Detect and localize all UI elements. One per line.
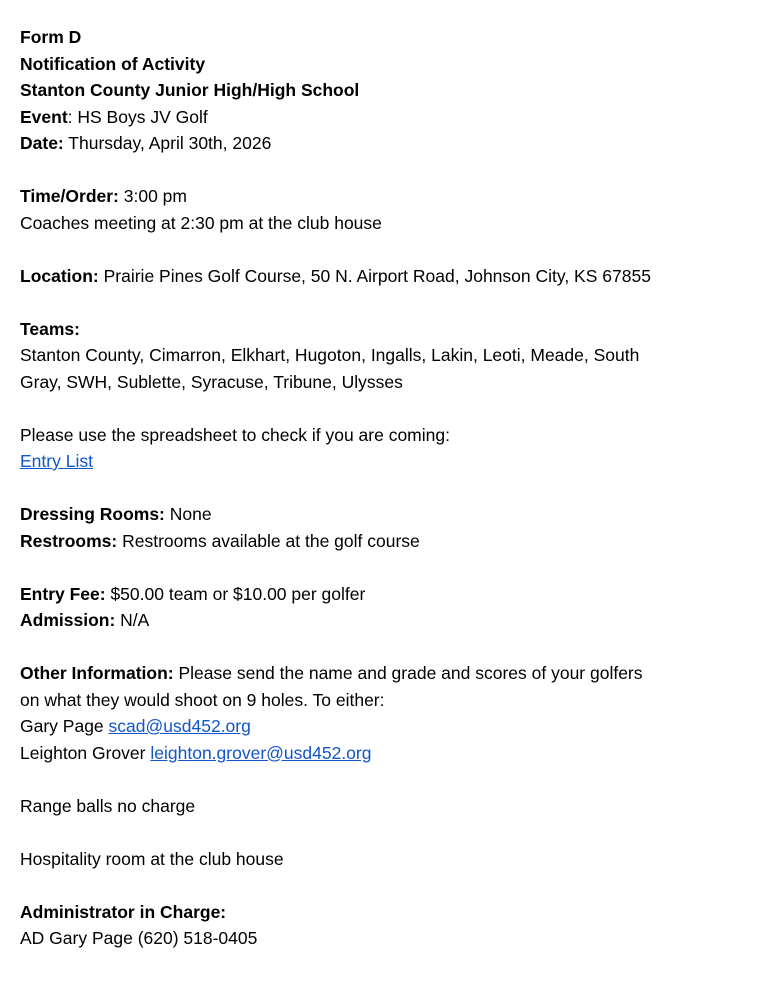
dressing-rooms-value: None [164, 504, 212, 524]
date-label: Date: [20, 133, 64, 153]
range-balls-text: Range balls no charge [20, 795, 196, 816]
date-value: Thursday, April 30th, 2026 [63, 133, 272, 153]
teams-label: Teams: [20, 318, 80, 339]
time-order-section [20, 183, 764, 236]
admission-line [20, 607, 764, 634]
contact-name: Gary Page [20, 716, 104, 736]
entry-list-prompt: Please use the spreadsheet to check if you are coming: [20, 424, 450, 445]
other-information-text-1: Please send the name and grade and scores of your golfers [173, 663, 643, 683]
other-information-line-2: on what they would shoot on 9 holes. To either: [20, 689, 385, 710]
contact-email-link[interactable]: scad@usd452.org [108, 716, 251, 736]
facilities-section [20, 501, 764, 554]
contact-line [20, 713, 764, 740]
document-header [20, 24, 764, 157]
doc-title: Notification of Activity [20, 53, 206, 74]
entry-fee-value: $50.00 team or $10.00 per golfer [105, 583, 366, 604]
other-information-line-1 [20, 660, 764, 687]
administrator-value: AD Gary Page (620) 518-0405 [20, 928, 258, 948]
hospitality-note [20, 846, 764, 873]
school-name: Stanton County Junior High/High School [20, 80, 360, 100]
fees-section [20, 581, 764, 634]
event-value: : HS Boys JV Golf [67, 106, 208, 127]
form-name: Form D [20, 27, 82, 47]
location-line [20, 263, 764, 290]
admission-label: Admission: [20, 610, 116, 630]
event-label: Event [20, 106, 68, 127]
entry-list-section [20, 422, 764, 475]
teams-list-line-2: Gray, SWH, Sublette, Syracuse, Tribune, Ulysses [20, 371, 403, 392]
location-label: Location: [20, 265, 99, 286]
contact-name: Leighton Grover [20, 742, 146, 763]
dressing-rooms-label: Dressing Rooms: [20, 504, 165, 524]
time-order-line [20, 183, 764, 210]
entry-list-link[interactable]: Entry List [20, 451, 93, 471]
other-information-label: Other Information: [20, 663, 174, 683]
location-value: Prairie Pines Golf Course, 50 N. Airport Road, Johnson City, KS 67855 [98, 265, 651, 286]
teams-section [20, 316, 764, 396]
contact-email-link[interactable]: leighton.grover@usd452.org [150, 742, 372, 763]
hospitality-text: Hospitality room at the club house [20, 848, 284, 869]
contact-line [20, 740, 764, 767]
entry-fee-label: Entry Fee: [20, 583, 106, 604]
admission-value: N/A [115, 610, 150, 630]
range-balls-note [20, 793, 764, 820]
other-information-section [20, 660, 764, 766]
teams-list-line-1: Stanton County, Cimarron, Elkhart, Hugoton, Ingalls, Lakin, Leoti, Meade, South [20, 345, 640, 365]
administrator-label: Administrator in Charge: [20, 901, 227, 922]
restrooms-label: Restrooms: [20, 530, 118, 551]
time-order-label: Time/Order: [20, 186, 119, 206]
date-line [20, 130, 764, 157]
dressing-rooms-line [20, 501, 764, 528]
restrooms-value: Restrooms available at the golf course [117, 530, 420, 551]
time-order-value: 3:00 pm [118, 186, 187, 206]
coaches-meeting-note: Coaches meeting at 2:30 pm at the club house [20, 212, 382, 233]
restrooms-line [20, 528, 764, 555]
entry-fee-line [20, 581, 764, 608]
event-line [20, 104, 764, 131]
entry-list-link-line [20, 448, 764, 475]
administrator-section [20, 899, 764, 952]
location-section [20, 263, 764, 290]
